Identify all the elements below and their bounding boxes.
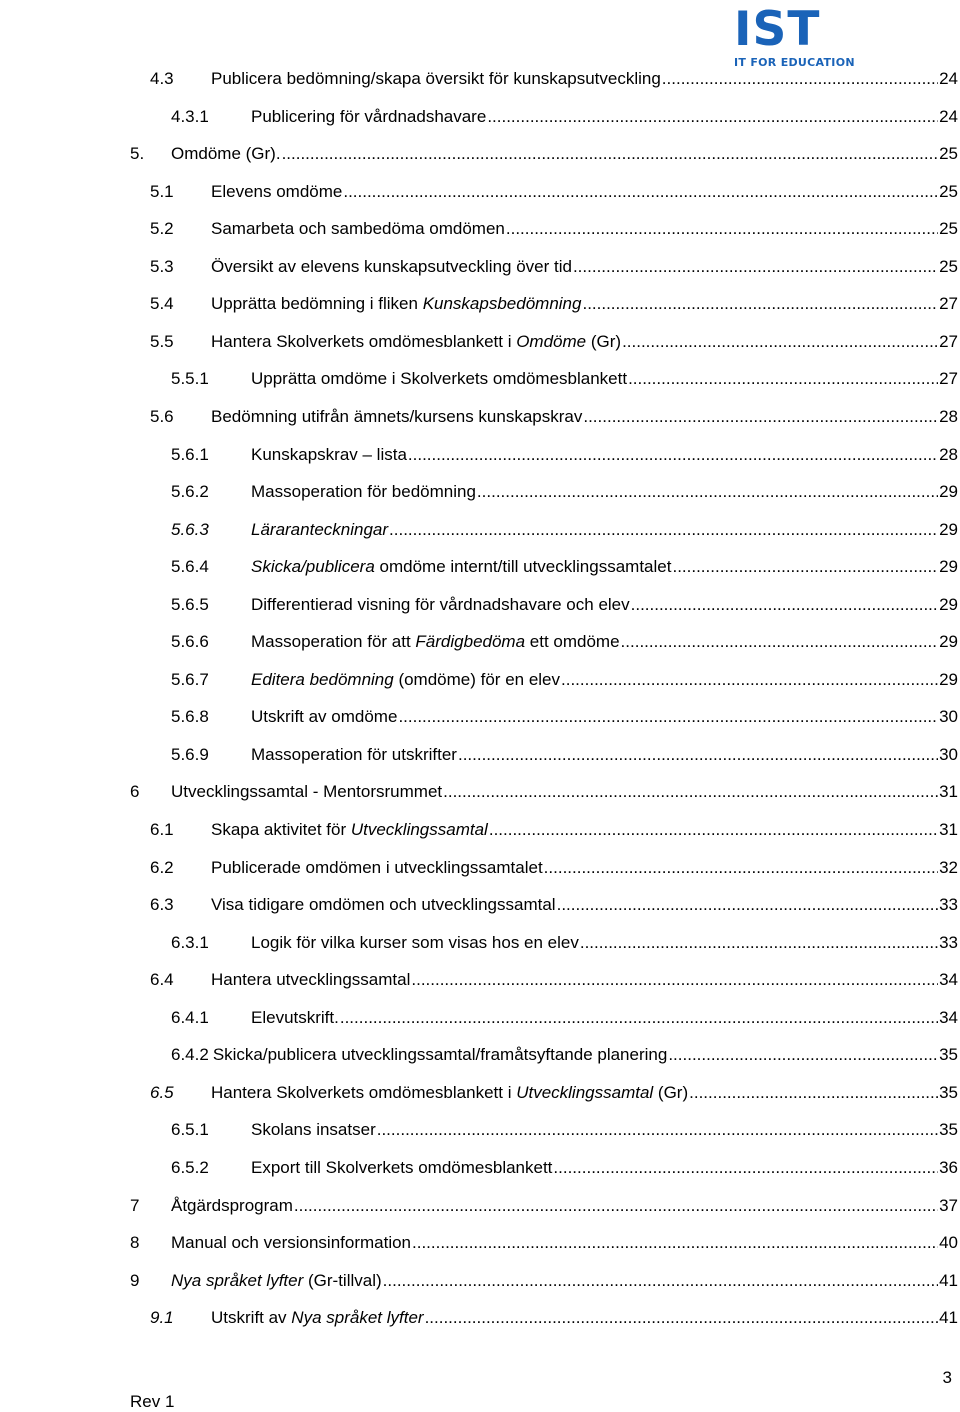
toc-entry-title — [211, 819, 488, 841]
toc-entry-title — [171, 781, 442, 803]
toc-entry-number: 6.3 — [150, 895, 174, 915]
toc-dot-leader — [477, 481, 938, 503]
toc-entry-title — [171, 1232, 411, 1254]
toc-dot-leader — [583, 406, 938, 428]
toc-entry-page: 36 — [939, 1157, 958, 1177]
toc-dot-leader — [506, 218, 938, 240]
toc-entry-page: 37 — [939, 1195, 958, 1215]
toc-entry[interactable] — [171, 1157, 958, 1179]
toc-entry[interactable] — [150, 1307, 958, 1329]
toc-entry-title-part: Hantera utvecklingssamtal — [211, 970, 411, 990]
toc-entry[interactable] — [150, 819, 958, 841]
toc-entry-number: 4.3 — [150, 69, 174, 88]
ist-logo — [734, 2, 855, 70]
toc-entry[interactable] — [171, 444, 958, 466]
toc-entry[interactable] — [171, 519, 958, 541]
toc-entry-title-part: Kunskapskrav – lista — [251, 444, 407, 464]
toc-entry-page: 24 — [939, 69, 958, 88]
toc-entry[interactable] — [171, 669, 958, 691]
toc-entry-title-part: (Gr) — [653, 1082, 689, 1102]
toc-entry-page: 41 — [939, 1308, 958, 1328]
toc-dot-leader — [622, 331, 938, 353]
toc-entry[interactable] — [171, 1007, 958, 1029]
toc-entry-title — [251, 481, 476, 503]
toc-entry-page: 31 — [939, 782, 958, 802]
toc-entry-number: 5.6.2 — [171, 482, 209, 502]
toc-entry-title — [251, 368, 627, 390]
toc-entry-page: 29 — [939, 632, 958, 652]
toc-entry[interactable] — [150, 1082, 958, 1104]
toc-entry-number: 5.6.1 — [171, 444, 209, 464]
toc-dot-leader — [553, 1157, 938, 1179]
toc-dot-leader — [662, 68, 938, 90]
toc-entry-title-part: Utvecklingssamtal - Mentorsrummet — [171, 782, 443, 802]
toc-entry-number: 6.5.2 — [171, 1157, 209, 1177]
toc-dot-leader — [294, 1195, 938, 1217]
toc-entry[interactable] — [130, 1195, 958, 1217]
toc-dot-leader — [411, 969, 938, 991]
toc-entry-title — [213, 1044, 668, 1066]
toc-entry-page: 34 — [939, 970, 958, 990]
toc-entry-page: 29 — [939, 594, 958, 614]
toc-entry-title-part: omdöme internt/till utvecklingssamtalet — [374, 557, 672, 577]
toc-dot-leader — [544, 857, 938, 879]
toc-entry-title — [251, 106, 486, 128]
toc-entry-title-part: Omdöme — [516, 331, 587, 351]
toc-entry-title-part: Hantera Skolverkets omdömesblankett i — [211, 1082, 517, 1102]
toc-dot-leader — [398, 706, 938, 728]
toc-entry-title — [171, 1270, 382, 1292]
toc-entry[interactable] — [150, 406, 958, 428]
toc-entry[interactable] — [171, 106, 958, 128]
toc-entry[interactable] — [130, 781, 958, 803]
toc-entry-number: 6.3.1 — [171, 932, 209, 952]
toc-entry-title-part: Hantera Skolverkets omdömesblankett i — [211, 331, 517, 351]
toc-entry-page: 25 — [939, 144, 958, 164]
toc-entry-title-part: Bedömning utifrån ämnets/kursens kunskapskrav — [211, 406, 583, 426]
toc-entry-page: 29 — [939, 669, 958, 689]
toc-entry-title-part: Nya språket lyfter — [171, 1270, 304, 1290]
toc-entry-title-part: Kunskapsbedömning — [422, 294, 582, 314]
toc-dot-leader — [343, 181, 938, 203]
toc-entry[interactable] — [150, 256, 958, 278]
toc-entry-title-part: Åtgärdsprogram — [171, 1195, 293, 1215]
toc-entry-title — [251, 1007, 339, 1029]
toc-entry-title-part: (omdöme) för en elev — [393, 669, 561, 689]
toc-entry-title-part: Massoperation för utskrifter — [251, 744, 457, 764]
toc-dot-leader — [631, 594, 938, 616]
toc-dot-leader — [425, 1307, 939, 1329]
toc-entry-number: 5.4 — [150, 294, 174, 314]
toc-entry-page: 30 — [939, 744, 958, 764]
toc-entry-number: 6.2 — [150, 857, 174, 877]
toc-entry-title-part: Upprätta bedömning i fliken — [211, 294, 423, 314]
toc-entry-title — [251, 706, 397, 728]
toc-entry-page: 34 — [939, 1007, 958, 1027]
toc-entry-number: 5.6 — [150, 406, 174, 426]
toc-entry-title-part: (Gr-tillval) — [303, 1270, 382, 1290]
toc-entry-title-part: Omdöme (Gr). — [171, 144, 281, 164]
toc-entry-number: 6 — [130, 782, 140, 802]
toc-dot-leader — [377, 1119, 938, 1141]
toc-entry-number: 9 — [130, 1270, 140, 1290]
toc-dot-leader — [489, 819, 938, 841]
toc-entry-page: 27 — [939, 294, 958, 314]
toc-dot-leader — [383, 1270, 938, 1292]
toc-entry-title-part: Massoperation för att — [251, 632, 416, 652]
toc-entry-number: 4.3.1 — [171, 106, 209, 126]
toc-entry-number: 6.5.1 — [171, 1120, 209, 1140]
toc-entry-title-part: Visa tidigare omdömen och utvecklingssamtal — [211, 895, 556, 915]
toc-entry-page: 28 — [939, 406, 958, 426]
toc-entry-title — [251, 556, 671, 578]
toc-dot-leader — [561, 669, 938, 691]
toc-entry-page: 25 — [939, 256, 958, 276]
toc-dot-leader — [487, 106, 938, 128]
toc-entry-page: 29 — [939, 557, 958, 577]
toc-entry-title-part: Samarbeta och sambedöma omdömen — [211, 219, 505, 239]
toc-entry-page: 25 — [939, 219, 958, 239]
toc-entry-number: 6.4 — [150, 970, 174, 990]
toc-entry[interactable] — [150, 857, 958, 879]
toc-entry[interactable] — [171, 556, 958, 578]
toc-entry[interactable] — [130, 1270, 958, 1292]
toc-entry-number: 5.6.6 — [171, 632, 209, 652]
toc-entry-title — [251, 744, 457, 766]
toc-dot-leader — [389, 519, 938, 541]
toc-entry[interactable] — [171, 481, 958, 503]
toc-entry[interactable] — [171, 1044, 958, 1066]
toc-entry-page: 27 — [939, 331, 958, 351]
toc-dot-leader — [408, 444, 938, 466]
toc-entry-title-part: Utskrift av — [211, 1308, 292, 1328]
toc-dot-leader — [340, 1007, 938, 1029]
toc-entry-title — [251, 594, 630, 616]
toc-entry-title — [251, 444, 407, 466]
toc-entry-title-part: Utskrift av omdöme — [251, 707, 398, 727]
toc-entry-title — [251, 669, 560, 691]
toc-entry-number: 7 — [130, 1195, 140, 1215]
toc-entry-number: 5.6.8 — [171, 707, 209, 727]
toc-entry-number: 5.6.9 — [171, 744, 209, 764]
toc-entry-page: 28 — [939, 444, 958, 464]
toc-entry-title — [211, 857, 543, 879]
toc-entry[interactable] — [150, 331, 958, 353]
toc-entry[interactable] — [150, 68, 958, 90]
toc-entry-number: 5.6.4 — [171, 557, 209, 577]
toc-entry-title-part: Skolans insatser — [251, 1120, 376, 1140]
toc-entry-number: 5. — [130, 144, 145, 164]
toc-entry-title-part: Skapa aktivitet för — [211, 820, 351, 839]
toc-entry-title-part: Publicerade omdömen i utvecklingssamtalet — [211, 857, 543, 877]
toc-entry-title-part: Logik för vilka kurser som visas hos en elev — [251, 932, 579, 952]
toc-entry[interactable] — [171, 744, 958, 766]
toc-entry[interactable] — [150, 293, 958, 315]
toc-entry-page: 40 — [939, 1233, 958, 1253]
toc-dot-leader — [557, 894, 938, 916]
toc-entry-title — [211, 181, 342, 203]
toc-entry-page: 41 — [939, 1270, 958, 1290]
toc-entry-title-part: Översikt av elevens kunskapsutveckling över tid — [211, 256, 572, 276]
toc-entry-title-part: Utvecklingssamtal — [350, 820, 488, 839]
logo-wordmark: IST — [734, 8, 844, 52]
toc-dot-leader — [689, 1082, 938, 1104]
toc-entry-title-part: Differentierad visning för vårdnadshavare och elev — [251, 594, 630, 614]
toc-entry-number: 6.4.1 — [171, 1007, 209, 1027]
toc-entry[interactable] — [171, 368, 958, 390]
toc-entry-title — [211, 406, 582, 428]
toc-entry-title — [211, 1307, 424, 1329]
toc-entry-page: 31 — [939, 820, 958, 839]
toc-entry-title-part: Editera bedömning — [251, 669, 394, 689]
toc-dot-leader — [672, 556, 938, 578]
toc-entry-title — [211, 68, 661, 90]
toc-entry-page: 33 — [939, 932, 958, 952]
toc-entry-title — [251, 631, 620, 653]
toc-entry-title — [211, 969, 410, 991]
toc-entry-page: 29 — [939, 482, 958, 502]
toc-entry-title-part: (Gr) — [586, 331, 622, 351]
toc-entry-page: 35 — [939, 1120, 958, 1140]
toc-entry-title — [211, 1082, 688, 1104]
toc-entry-title — [211, 256, 572, 278]
toc-entry-number: 5.6.3 — [171, 519, 209, 539]
toc-entry-page: 29 — [939, 519, 958, 539]
toc-entry-title — [211, 894, 556, 916]
toc-dot-leader — [582, 293, 938, 315]
toc-entry-title-part: Export till Skolverkets omdömesblankett — [251, 1157, 553, 1177]
toc-dot-leader — [458, 744, 938, 766]
toc-entry[interactable] — [150, 181, 958, 203]
toc-entry-title-part: Elevens omdöme — [211, 181, 343, 201]
toc-entry-title — [211, 218, 505, 240]
footer-page-number: 3 — [942, 1368, 952, 1387]
toc-entry-title-part: Upprätta omdöme i Skolverkets omdömesblankett — [251, 369, 628, 389]
toc-entry[interactable] — [150, 969, 958, 991]
toc-entry[interactable] — [171, 631, 958, 653]
toc-entry-title — [171, 143, 281, 165]
logo-tagline: IT FOR EDUCATION — [734, 56, 855, 69]
toc-entry-title-part: Publicering för vårdnadshavare — [251, 106, 487, 126]
toc-entry[interactable] — [150, 218, 958, 240]
toc-entry-number: 5.5.1 — [171, 369, 209, 389]
toc-entry-title — [211, 331, 621, 353]
toc-entry-title-part: Läraranteckningar — [251, 519, 389, 539]
toc-entry-title-part: Publicera bedömning/skapa översikt för kunskapsutveckling — [211, 69, 661, 88]
toc-entry-title — [251, 519, 388, 541]
toc-entry-title — [171, 1195, 293, 1217]
toc-entry-title — [211, 293, 581, 315]
toc-dot-leader — [580, 932, 938, 954]
toc-entry[interactable] — [130, 143, 958, 165]
toc-entry-number: 6.5 — [150, 1082, 174, 1102]
toc-entry-number: 9.1 — [150, 1308, 174, 1328]
toc-entry-number: 6.1 — [150, 820, 174, 839]
toc-entry-number: 5.2 — [150, 219, 174, 239]
toc-entry-title — [251, 932, 579, 954]
toc-entry[interactable] — [150, 894, 958, 916]
toc-entry[interactable] — [171, 932, 958, 954]
footer-revision: Rev 1 — [130, 1392, 175, 1411]
toc-entry-title-part: Skicka/publicera utvecklingssamtal/framåtsyftande planering — [212, 1045, 668, 1065]
toc-entry-title-part: Utvecklingssamtal — [516, 1082, 654, 1102]
toc-dot-leader — [443, 781, 938, 803]
toc-dot-leader — [621, 631, 939, 653]
toc-entry-title-part: Skicka/publicera — [251, 557, 375, 577]
toc-entry[interactable] — [171, 706, 958, 728]
toc-entry-page: 27 — [939, 369, 958, 389]
toc-entry-title-part: Färdigbedöma — [415, 632, 526, 652]
toc-entry[interactable] — [171, 594, 958, 616]
toc-entry-title-part: ett omdöme — [525, 632, 620, 652]
toc-entry-title — [251, 1119, 376, 1141]
toc-entry-page: 33 — [939, 895, 958, 915]
toc-dot-leader — [282, 143, 939, 165]
toc-entry-number: 5.1 — [150, 181, 174, 201]
toc-entry-page: 25 — [939, 181, 958, 201]
toc-entry-number: 5.5 — [150, 331, 174, 351]
toc-entry-number: 8 — [130, 1233, 140, 1253]
toc-entry[interactable] — [171, 1119, 958, 1141]
toc-entry-page: 24 — [939, 106, 958, 126]
toc-dot-leader — [412, 1232, 938, 1254]
toc-entry-title-part: Nya språket lyfter — [291, 1308, 424, 1328]
toc-entry[interactable] — [130, 1232, 958, 1254]
toc-dot-leader — [573, 256, 938, 278]
toc-entry-page: 35 — [939, 1045, 958, 1065]
toc-entry-title — [251, 1157, 552, 1179]
toc-dot-leader — [628, 368, 938, 390]
toc-entry-number: 5.6.5 — [171, 594, 209, 614]
toc-entry-title-part: Elevutskrift. — [251, 1007, 339, 1027]
toc-dot-leader — [668, 1044, 938, 1066]
toc-entry-page: 30 — [939, 707, 958, 727]
toc-entry-title-part: Massoperation för bedömning — [251, 482, 476, 502]
toc-entry-number: 6.4.2 — [171, 1045, 209, 1065]
toc-entry-page: 35 — [939, 1082, 958, 1102]
toc-entry-page: 32 — [939, 857, 958, 877]
toc-entry-number: 5.6.7 — [171, 669, 209, 689]
toc-entry-number: 5.3 — [150, 256, 174, 276]
toc-entry-title-part: Manual och versionsinformation — [171, 1233, 412, 1253]
